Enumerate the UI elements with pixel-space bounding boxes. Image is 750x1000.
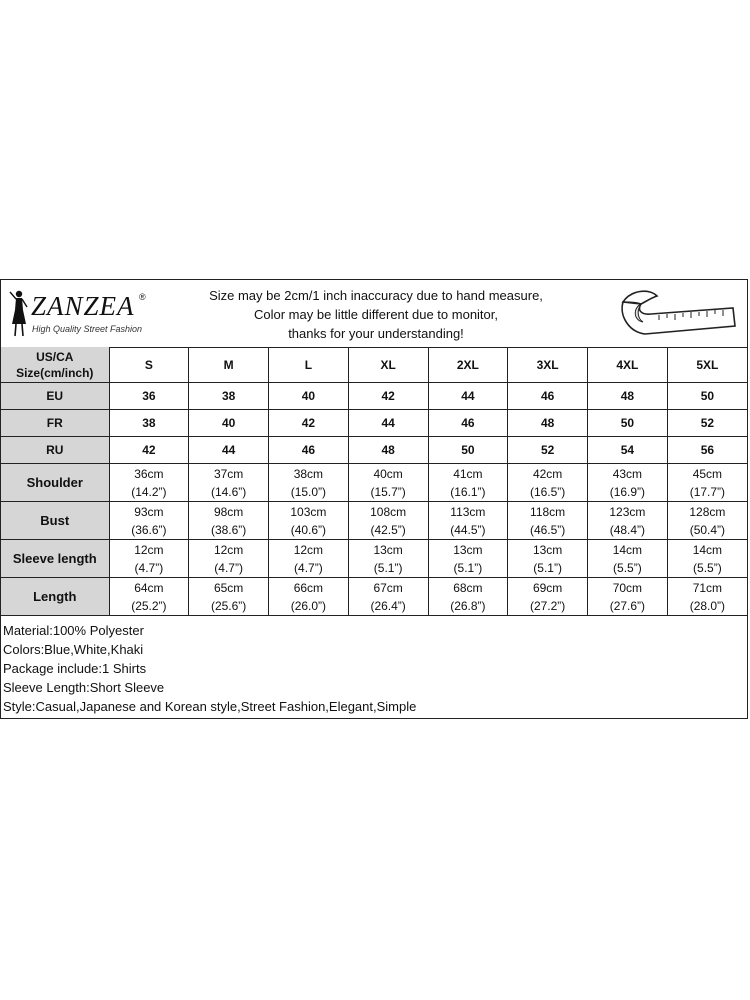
measurement-inch: (5.1”) (533, 560, 562, 575)
size-header: 4XL (588, 347, 668, 383)
brand-logo (7, 288, 157, 338)
row-label: FR (1, 410, 109, 437)
measurement-cm: 123cm (609, 504, 646, 519)
size-code-cell: 46 (508, 383, 588, 410)
measurement-cell (428, 502, 508, 540)
row-label: EU (1, 383, 109, 410)
row-label: Length (1, 578, 109, 616)
size-code-cell: 44 (428, 383, 508, 410)
measurement-inch: (38.6”) (210, 522, 247, 537)
size-code-cell: 42 (348, 383, 428, 410)
size-code-cell: 50 (428, 437, 508, 464)
measurement-cell (588, 578, 668, 616)
size-code-cell: 42 (109, 437, 189, 464)
measurement-inch: (26.8”) (450, 598, 486, 613)
size-header: XL (348, 347, 428, 383)
measurement-cm: 118cm (530, 504, 566, 519)
size-code-cell: 44 (189, 437, 269, 464)
size-code-cell: 50 (588, 410, 668, 437)
measurement-cm: 40cm (373, 466, 403, 481)
measurement-inch: (36.6”) (131, 522, 167, 537)
corner-label (1, 347, 109, 383)
measurement-cm: 13cm (453, 542, 483, 557)
size-code-cell: 48 (508, 410, 588, 437)
measurement-cell (588, 502, 668, 540)
size-code-cell: 52 (667, 410, 747, 437)
measurement-cell (269, 578, 349, 616)
size-header-row (1, 347, 747, 383)
measurement-cm: 38cm (293, 466, 324, 481)
measurement-inch: (5.1”) (373, 560, 403, 575)
row-label: RU (1, 437, 109, 464)
measurement-cm: 37cm (213, 466, 244, 481)
measurement-cm: 108cm (370, 504, 407, 519)
measurement-row (1, 578, 747, 616)
product-details (3, 621, 416, 716)
measurement-cell (189, 540, 269, 578)
measurement-cell (348, 578, 428, 616)
measurement-cm: 64cm (134, 580, 164, 595)
size-code-cell: 48 (348, 437, 428, 464)
measurement-cm: 13cm (532, 542, 563, 557)
notice-line: Color may be little different due to monitor, (254, 307, 498, 322)
detail-line: Style:Casual,Japanese and Korean style,Street Fashion,Elegant,Simple (3, 699, 417, 714)
measurement-notice (161, 286, 591, 343)
size-code-cell: 46 (428, 410, 508, 437)
corner-label-line: US/CA (36, 349, 74, 364)
measurement-inch: (4.7”) (134, 560, 164, 575)
measurement-inch: (26.4”) (370, 598, 406, 613)
measurement-cm: 93cm (134, 504, 164, 519)
measurement-inch: (25.2”) (131, 598, 167, 613)
measurement-cell (269, 502, 349, 540)
brand-name: ZANZEA (31, 291, 135, 321)
row-label: Shoulder (1, 464, 109, 502)
measuring-tape-icon (611, 282, 741, 344)
notice-line: Size may be 2cm/1 inch inaccuracy due to hand measure, (209, 288, 543, 303)
measurement-cm: 66cm (293, 580, 324, 595)
size-code-cell: 56 (667, 437, 747, 464)
size-code-row (1, 410, 747, 437)
measurement-cm: 43cm (612, 466, 643, 481)
detail-line: Package include:1 Shirts (3, 661, 147, 676)
measurement-inch: (5.5”) (613, 560, 642, 575)
measurement-inch: (50.4”) (689, 522, 726, 537)
measurement-cm: 68cm (453, 580, 483, 595)
measurement-cell (428, 464, 508, 502)
detail-line: Sleeve Length:Short Sleeve (3, 680, 165, 695)
measurement-inch: (5.5”) (693, 560, 722, 575)
size-header: S (109, 347, 189, 383)
measurement-inch: (16.1”) (450, 484, 486, 499)
size-code-cell: 44 (348, 410, 428, 437)
measurement-inch: (28.0”) (689, 598, 726, 613)
measurement-cm: 41cm (453, 466, 483, 481)
measurement-cell (189, 464, 269, 502)
measurement-inch: (44.5”) (450, 522, 486, 537)
measurement-cell (348, 464, 428, 502)
size-code-row (1, 437, 747, 464)
measurement-cell (269, 540, 349, 578)
registered-mark: ® (139, 292, 146, 302)
measurement-cell (508, 540, 588, 578)
measurement-cell (508, 464, 588, 502)
measurement-cm: 12cm (213, 542, 244, 557)
measurement-cm: 71cm (692, 580, 723, 595)
size-header: M (189, 347, 269, 383)
measurement-cm: 113cm (450, 504, 486, 519)
size-code-cell: 54 (588, 437, 668, 464)
size-code-row (1, 383, 747, 410)
measurement-cell (109, 540, 189, 578)
measurement-inch: (4.7”) (294, 560, 323, 575)
measurement-inch: (46.5”) (529, 522, 566, 537)
measurement-cm: 65cm (213, 580, 244, 595)
measurement-inch: (15.0”) (290, 484, 327, 499)
size-code-cell: 38 (109, 410, 189, 437)
measurement-cm: 42cm (532, 466, 563, 481)
size-header: 3XL (508, 347, 588, 383)
measurement-cell (667, 578, 747, 616)
measurement-inch: (16.9”) (609, 484, 646, 499)
measurement-inch: (4.7”) (214, 560, 243, 575)
measurement-cell (428, 578, 508, 616)
measurement-cell (189, 578, 269, 616)
size-header: 5XL (667, 347, 747, 383)
measurement-inch: (17.7”) (689, 484, 726, 499)
measurement-inch: (42.5”) (370, 522, 406, 537)
measurement-cell (109, 464, 189, 502)
measurement-cell (508, 502, 588, 540)
measurement-inch: (27.6”) (609, 598, 646, 613)
measurement-cell (428, 540, 508, 578)
measurement-cell (588, 464, 668, 502)
size-code-cell: 38 (189, 383, 269, 410)
measurement-cell (109, 502, 189, 540)
notice-line: thanks for your understanding! (288, 326, 464, 341)
fashion-model-icon (7, 288, 31, 338)
measurement-cell (348, 540, 428, 578)
measurement-cell (667, 464, 747, 502)
size-code-cell: 40 (189, 410, 269, 437)
measurement-cm: 98cm (213, 504, 244, 519)
measurement-inch: (14.2”) (131, 484, 167, 499)
measurement-row (1, 540, 747, 578)
size-code-cell: 42 (269, 410, 349, 437)
measurement-cell (269, 464, 349, 502)
size-code-cell: 50 (667, 383, 747, 410)
measurement-inch: (27.2”) (529, 598, 566, 613)
measurement-cm: 70cm (612, 580, 643, 595)
size-header: L (269, 347, 349, 383)
measurement-inch: (14.6”) (210, 484, 247, 499)
measurement-cell (348, 502, 428, 540)
detail-line: Material:100% Polyester (3, 623, 144, 638)
size-chart (0, 279, 748, 719)
size-table (1, 347, 747, 616)
measurement-row (1, 464, 747, 502)
measurement-inch: (40.6”) (290, 522, 327, 537)
size-code-cell: 40 (269, 383, 349, 410)
measurement-inch: (16.5”) (529, 484, 566, 499)
measurement-inch: (48.4”) (609, 522, 646, 537)
measurement-cm: 12cm (293, 542, 324, 557)
corner-label-line: Size(cm/inch) (16, 365, 94, 380)
measurement-cm: 12cm (134, 542, 164, 557)
measurement-cell (667, 502, 747, 540)
measurement-inch: (15.7”) (370, 484, 406, 499)
measurement-cm: 128cm (689, 504, 726, 519)
measurement-inch: (26.0”) (290, 598, 327, 613)
measurement-cell (109, 578, 189, 616)
measurement-cell (588, 540, 668, 578)
row-label: Bust (1, 502, 109, 540)
size-chart-header (1, 280, 747, 348)
measurement-row (1, 502, 747, 540)
size-code-cell: 52 (508, 437, 588, 464)
measurement-cell (189, 502, 269, 540)
measurement-cm: 103cm (290, 504, 327, 519)
measurement-cm: 69cm (532, 580, 563, 595)
row-label: Sleeve length (1, 540, 109, 578)
measurement-cm: 45cm (692, 466, 723, 481)
measurement-inch: (25.6”) (210, 598, 247, 613)
measurement-cm: 13cm (373, 542, 403, 557)
measurement-cell (508, 578, 588, 616)
measurement-cm: 14cm (612, 542, 643, 557)
size-code-cell: 36 (109, 383, 189, 410)
measurement-cm: 67cm (373, 580, 403, 595)
size-header: 2XL (428, 347, 508, 383)
measurement-cm: 14cm (692, 542, 723, 557)
size-code-cell: 48 (588, 383, 668, 410)
brand-tagline: High Quality Street Fashion (32, 324, 143, 334)
measurement-inch: (5.1”) (453, 560, 483, 575)
detail-line: Colors:Blue,White,Khaki (3, 642, 144, 657)
size-code-cell: 46 (269, 437, 349, 464)
measurement-cm: 36cm (134, 466, 164, 481)
measurement-cell (667, 540, 747, 578)
